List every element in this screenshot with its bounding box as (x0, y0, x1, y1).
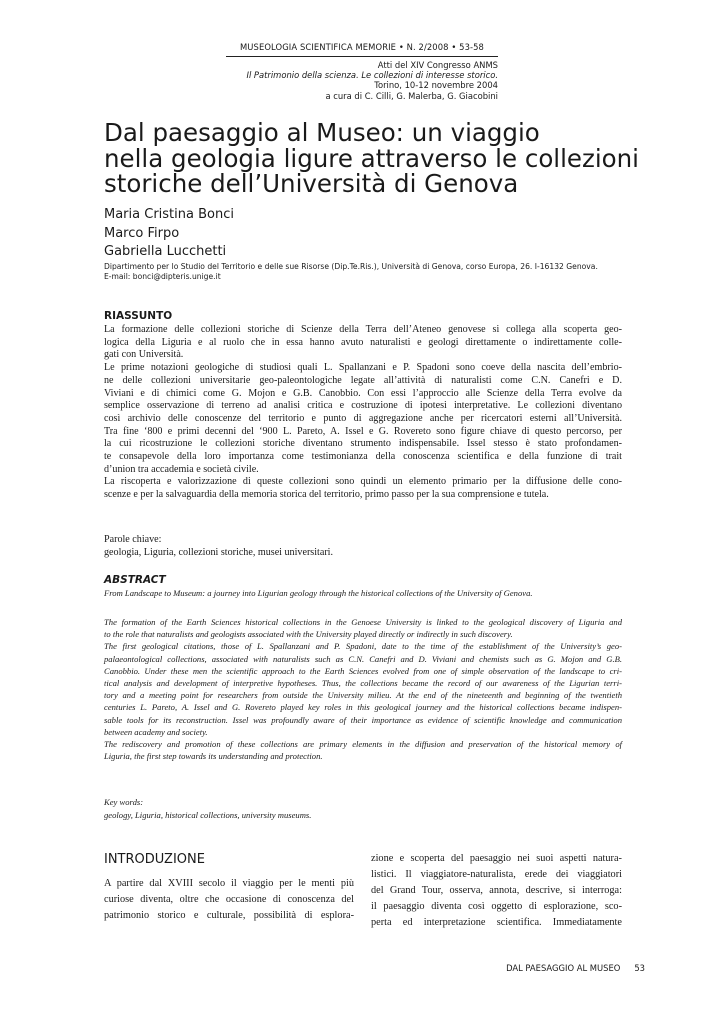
text-line: patrimonio storico e culturale, possibilità di esplora- (104, 910, 354, 921)
text-line: gati con Università. (104, 349, 184, 361)
congress-line: Atti del XIV Congresso ANMS (377, 60, 498, 70)
text-line: La riscoperta e valorizzazione di queste collezioni sono quindi un elemento primario per la diffusione delle cono- (104, 476, 622, 488)
title-line: Dal paesaggio al Museo: un viaggio (104, 118, 540, 147)
text-line: palaeontological collections, associated with naturalists such as C.N. Canefri and D. Viviani and chemists such as G. Mojon and G.B. (104, 653, 622, 664)
abstract-body (104, 616, 622, 762)
running-title: DAL PAESAGGIO AL MUSEO (506, 963, 621, 973)
text-line: perta ed interpretazione scientifica. Immediatamente (371, 917, 622, 928)
text-line: zione e scoperta del paesaggio nei suoi aspetti natura- (371, 853, 622, 864)
riassunto-heading: RIASSUNTO (104, 310, 173, 322)
text-line: to the role that naturalists and geologists associated with the University played directly or indirectly in such discovery. (104, 629, 513, 640)
text-line: semplice osservazione di terreno ad analisi critica e costruzione di ipotesi interpretative. Le collezioni diventano (104, 400, 622, 412)
text-line: The formation of the Earth Sciences historical collections in the Genoese University is linked to the geological discovery of Liguria and (104, 617, 622, 627)
text-line: Le prime notazioni geologiche di studiosi quali L. Spallanzani e P. Spadoni sono coeve della nascita dell’embrio- (104, 362, 622, 374)
text-line: il paesaggio diventa così oggetto di esplorazione, sco- (371, 901, 622, 912)
congress-line: a cura di C. Cilli, G. Malerba, G. Giacobini (325, 90, 498, 101)
congress-line: Il Patrimonio della scienza. Le collezioni di interesse storico. (246, 70, 498, 81)
keywords-english (104, 796, 311, 822)
affiliation-email: E-mail: bonci@dipteris.unige.it (104, 272, 221, 281)
keywords-label: Key words: (104, 797, 144, 807)
text-line: Tra fine ‘800 e primi decenni del ‘900 L. Pareto, A. Issel e G. Rovereto sono figure chiave di questo percorso, per (104, 425, 622, 437)
text-line: te consapevole della loro importanza come testimonianza della conoscenza scientifica e della funzione di trait (104, 451, 622, 463)
keywords-text: geology, Liguria, historical collections, university museums. (104, 810, 312, 820)
text-line: centuries L. Pareto, A. Issel and G. Rovereto played key roles in this geological journey and the historical collections became indispen- (104, 702, 622, 713)
congress-line: Torino, 10-12 novembre 2004 (374, 80, 498, 91)
text-line: tical analysis and development of interpretive hypotheses. Thus, the collections became the record of our awareness of the Ligurian terri- (104, 678, 622, 689)
text-line: between academy and society. (104, 726, 208, 737)
text-line: Viviani e di chimici come G. Mojon e G.B. Canobbio. Con essi l’approccio alle Scienze della Terra evolve da (104, 387, 622, 399)
text-line: Liguria, the first step towards its understanding and protection. (104, 751, 323, 762)
affiliation-line: Dipartimento per lo Studio del Territorio e delle sue Risorse (Dip.Te.Ris.), Università di Genova, corso Europa, 26. I-16132 Genova. (104, 262, 598, 271)
congress-info (226, 60, 498, 101)
title-line: storiche dell’Università di Genova (104, 169, 519, 198)
text-line: così archivio delle conoscenze del territorio e punto di aggregazione anche per ricercatori esterni all’Università. (104, 412, 622, 424)
author-name: Maria Cristina Bonci (104, 207, 234, 222)
keywords-italian (104, 533, 333, 559)
text-line: The first geological citations, those of L. Spallanzani and P. Spadoni, date to the time of the establishment of the University’s geo- (104, 641, 622, 652)
intro-right-column (371, 851, 622, 931)
text-line: ne delle collezioni universitarie geo-paleontologiche legate all’attività di naturalisti come C.N. Canefri e D. (104, 374, 622, 386)
text-line: del Grand Tour, osserva, annota, descrive, si interroga: (371, 885, 622, 896)
abstract-subtitle: From Landscape to Museum: a journey into Ligurian geology through the historical collections of the University of Genova. (104, 588, 533, 598)
paper-title (104, 118, 639, 198)
text-line: tory and a meeting point for researchers from outside the University milieu. At the end of the nineteenth and beginning of the twentieth (104, 690, 622, 701)
text-line: logica della Liguria e al ruolo che in essa hanno avuto naturalisti e geologi direttamente o indirettamente colle- (104, 336, 622, 348)
intro-left-column (104, 876, 354, 924)
journal-citation: MUSEOLOGIA SCIENTIFICA MEMORIE • N. 2/2008 • 53-58 (226, 42, 498, 57)
keywords-text: geologia, Liguria, collezioni storiche, musei universitari. (104, 547, 334, 558)
title-line: nella geologia ligure attraverso le collezioni (104, 143, 639, 173)
text-line: La formazione delle collezioni storiche di Scienze della Terra dell’Ateneo genovese si collega alla scoperta geo- (104, 324, 622, 335)
page-footer (506, 963, 645, 973)
author-name: Marco Firpo (104, 225, 180, 241)
text-line: listici. Il viaggiatore-naturalista, erede dei viaggiatori (371, 869, 622, 880)
riassunto-body (104, 324, 622, 502)
text-line: Canobbio. Under these men the scientific approach to the Earth Sciences evolved from one of simple observation of the landscape to cri- (104, 665, 622, 676)
keywords-label: Parole chiave: (104, 534, 162, 545)
text-line: d’union tra accademia e società civile. (104, 463, 259, 475)
abstract-heading: ABSTRACT (104, 574, 166, 586)
affiliation (104, 262, 624, 282)
author-list (104, 206, 234, 262)
text-line: curiose diventa, oltre che occasione di conoscenza del (104, 894, 354, 905)
introduzione-heading: INTRODUZIONE (104, 852, 205, 867)
text-line: sable tools for its reconstruction. Issel was profoundly aware of their importance as evidence of scientific knowledge and communication (104, 714, 622, 725)
page-number: 53 (634, 963, 645, 973)
text-line: scenze e per la salvaguardia della memoria storica del territorio, primo passo per la sua comprensione e tutela. (104, 489, 549, 501)
text-line: la cui ricostruzione le collezioni storiche diventano strumento indispensabile. Issel stesso è stato profondamen- (104, 438, 622, 450)
page-header (226, 42, 498, 101)
text-line: The rediscovery and promotion of these collections are primary elements in the diffusion and preservation of the historical memory of (104, 739, 622, 750)
text-line: A partire dal XVIII secolo il viaggio per le menti più (104, 878, 354, 889)
author-name: Gabriella Lucchetti (104, 244, 227, 259)
